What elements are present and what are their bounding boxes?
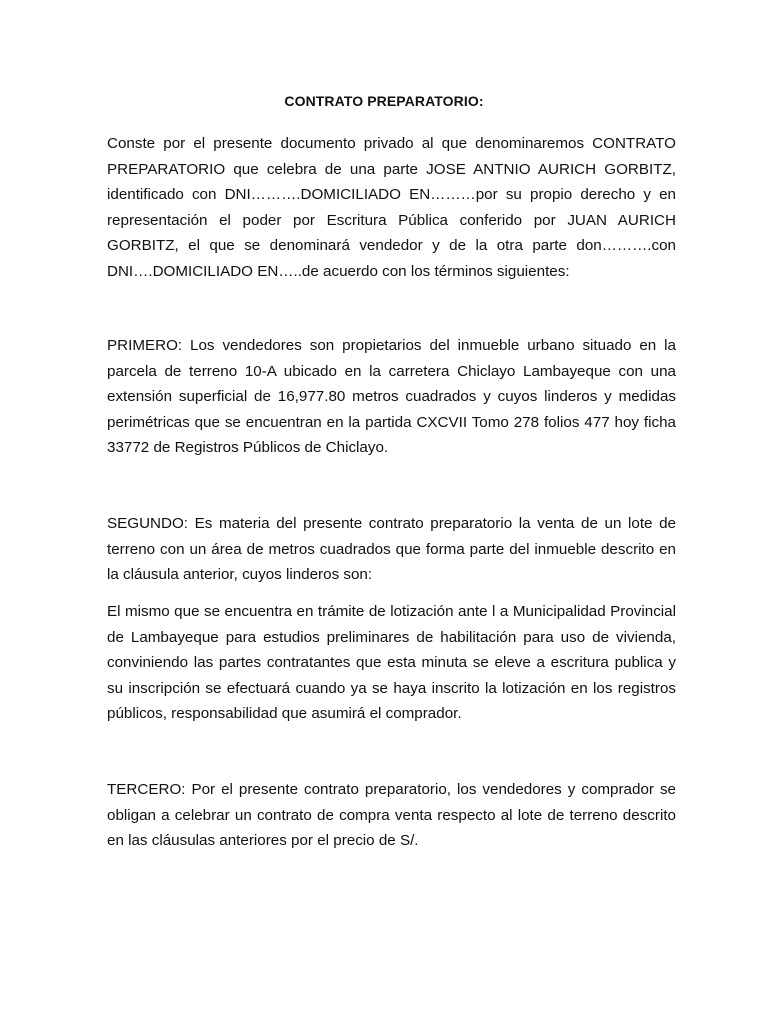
clause-tercero-paragraph: TERCERO: Por el presente contrato preparatorio, los vendedores y comprador se obligan a celebrar un contrato de compra venta respecto al lote de terreno descrito en las cláusulas anteriores por el precio de S/. [107,781,676,850]
clause-segundo-paragraph: SEGUNDO: Es materia del presente contrato preparatorio la venta de un lote de terreno con un área de metros cuadrados que forma parte del inmueble descrito en la cláusula anterior, cuyos linderos son: [107,515,676,584]
document-title: CONTRATO PREPARATORIO: [284,93,484,109]
intro-paragraph: Conste por el presente documento privado al que denominaremos CONTRATO PREPARATORIO que celebra de una parte JOSE ANTNIO AURICH GORBITZ, identificado con DNI……….DOMICILIADO EN………por su propio derecho y en representación el poder por Escritura Pública conferido por JUAN AURICH GORBITZ, el que se denominará vendedor y de la otra parte don……….con DNI….DOMICILIADO EN…..de acuerdo con los términos siguientes: [107,135,676,280]
clause-primero-paragraph: PRIMERO: Los vendedores son propietarios del inmueble urbano situado en la parcela de terreno 10-A ubicado en la carretera Chiclayo Lambayeque con una extensión superficial de 16,977.80 metros cuadrados y cuyos linderos y medidas perimétricas que se encuentran en la partida CXCVII Tomo 278 folios 477 hoy ficha 33772 de Registros Públicos de Chiclayo. [107,337,676,457]
clause-segundo-continuation-paragraph: El mismo que se encuentra en trámite de lotización ante l a Municipalidad Provincial de Lambayeque para estudios preliminares de habilitación para uso de vivienda, conviniendo las partes contratantes que esta minuta se eleve a escritura publica y su inscripción se efectuará cuando ya se haya inscrito la lotización en los registros públicos, responsabilidad que asumirá el comprador. [107,603,676,723]
